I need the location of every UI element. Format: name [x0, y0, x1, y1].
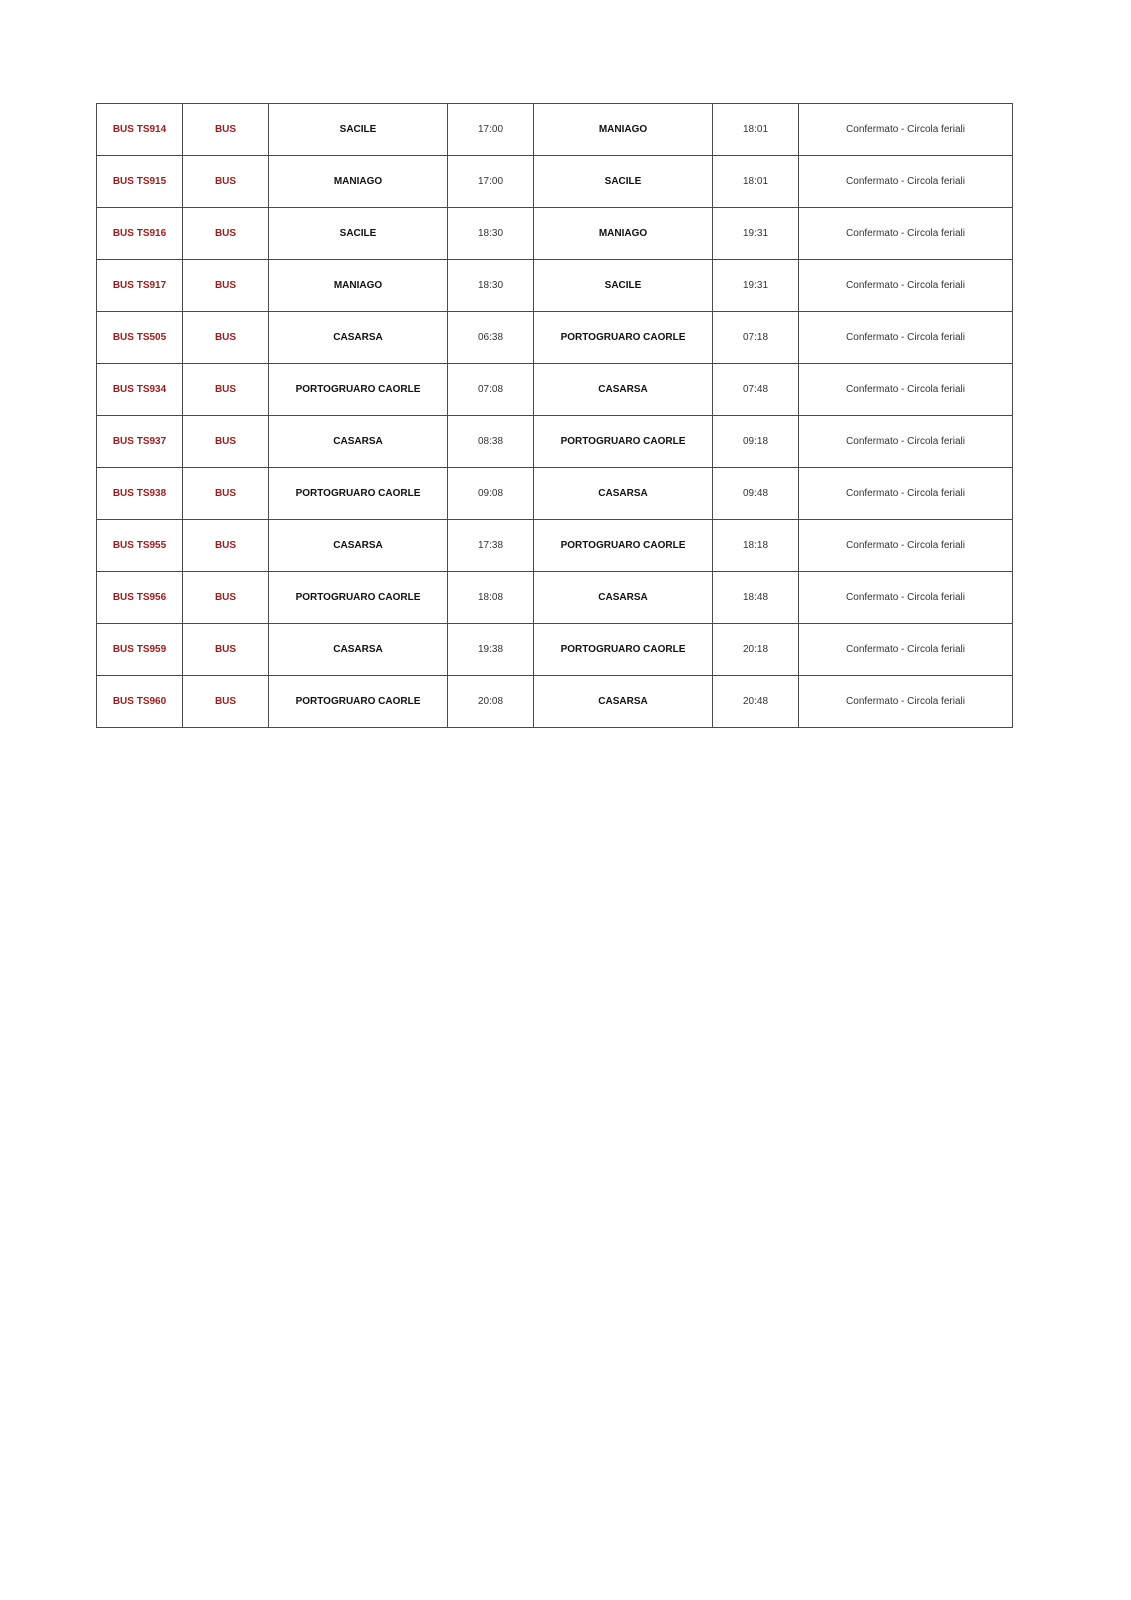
destination-station [534, 416, 713, 468]
destination-station [534, 104, 713, 156]
transport-mode [183, 260, 269, 312]
schedule-table [96, 103, 1013, 728]
transport-mode-text: BUS [214, 124, 237, 135]
departure-time-text: 20:08 [477, 696, 504, 707]
status-note-text: Confermato - Circola feriali [846, 592, 965, 603]
origin-station [269, 676, 448, 728]
destination-station-text: PORTOGRUARO CAORLE [560, 644, 686, 655]
arrival-time [713, 104, 799, 156]
trip-code-text: BUS TS915 [112, 176, 167, 187]
departure-time-text: 09:08 [477, 488, 504, 499]
transport-mode-text: BUS [214, 488, 237, 499]
arrival-time-text: 18:01 [742, 124, 769, 135]
destination-station [534, 156, 713, 208]
origin-station-text: SACILE [339, 124, 377, 135]
arrival-time-text: 18:48 [742, 592, 769, 603]
arrival-time [713, 208, 799, 260]
destination-station [534, 312, 713, 364]
table-row [97, 312, 1013, 364]
arrival-time-text: 18:18 [742, 540, 769, 551]
arrival-time [713, 572, 799, 624]
transport-mode-text: BUS [214, 436, 237, 447]
table-row [97, 260, 1013, 312]
table-row [97, 104, 1013, 156]
destination-station-text: CASARSA [598, 696, 648, 707]
trip-code-text: BUS TS914 [112, 124, 167, 135]
departure-time [448, 416, 534, 468]
transport-mode-text: BUS [214, 228, 237, 239]
trip-code [97, 260, 183, 312]
transport-mode [183, 312, 269, 364]
origin-station [269, 260, 448, 312]
origin-station-text: PORTOGRUARO CAORLE [295, 696, 421, 707]
transport-mode [183, 520, 269, 572]
status-note [799, 416, 1013, 468]
transport-mode-text: BUS [214, 696, 237, 707]
destination-station [534, 260, 713, 312]
arrival-time [713, 416, 799, 468]
departure-time [448, 572, 534, 624]
status-note [799, 104, 1013, 156]
arrival-time [713, 364, 799, 416]
transport-mode-text: BUS [214, 332, 237, 343]
origin-station [269, 416, 448, 468]
status-note-text: Confermato - Circola feriali [846, 124, 965, 135]
status-note [799, 676, 1013, 728]
arrival-time-text: 09:48 [742, 488, 769, 499]
trip-code [97, 572, 183, 624]
origin-station-text: CASARSA [333, 540, 383, 551]
trip-code [97, 416, 183, 468]
status-note [799, 156, 1013, 208]
trip-code-text: BUS TS955 [112, 540, 167, 551]
trip-code-text: BUS TS938 [112, 488, 167, 499]
trip-code [97, 468, 183, 520]
table-row [97, 676, 1013, 728]
trip-code-text: BUS TS916 [112, 228, 167, 239]
status-note-text: Confermato - Circola feriali [846, 228, 965, 239]
arrival-time [713, 468, 799, 520]
departure-time-text: 08:38 [477, 436, 504, 447]
departure-time-text: 19:38 [477, 644, 504, 655]
trip-code [97, 364, 183, 416]
status-note [799, 572, 1013, 624]
destination-station [534, 364, 713, 416]
departure-time-text: 17:38 [477, 540, 504, 551]
status-note-text: Confermato - Circola feriali [846, 436, 965, 447]
departure-time-text: 18:30 [477, 280, 504, 291]
arrival-time-text: 09:18 [742, 436, 769, 447]
trip-code [97, 208, 183, 260]
status-note [799, 208, 1013, 260]
departure-time-text: 18:08 [477, 592, 504, 603]
departure-time [448, 520, 534, 572]
departure-time [448, 624, 534, 676]
origin-station [269, 572, 448, 624]
origin-station-text: PORTOGRUARO CAORLE [295, 384, 421, 395]
origin-station-text: CASARSA [333, 644, 383, 655]
trip-code-text: BUS TS937 [112, 436, 167, 447]
status-note-text: Confermato - Circola feriali [846, 176, 965, 187]
origin-station [269, 208, 448, 260]
departure-time-text: 17:00 [477, 124, 504, 135]
table-row [97, 468, 1013, 520]
departure-time [448, 676, 534, 728]
destination-station [534, 676, 713, 728]
arrival-time [713, 676, 799, 728]
transport-mode [183, 364, 269, 416]
destination-station-text: CASARSA [598, 384, 648, 395]
transport-mode [183, 468, 269, 520]
trip-code [97, 676, 183, 728]
origin-station-text: PORTOGRUARO CAORLE [295, 488, 421, 499]
departure-time [448, 312, 534, 364]
transport-mode-text: BUS [214, 644, 237, 655]
departure-time [448, 156, 534, 208]
arrival-time [713, 260, 799, 312]
status-note-text: Confermato - Circola feriali [846, 644, 965, 655]
origin-station-text: MANIAGO [333, 176, 383, 187]
status-note-text: Confermato - Circola feriali [846, 540, 965, 551]
origin-station [269, 364, 448, 416]
status-note [799, 520, 1013, 572]
trip-code-text: BUS TS956 [112, 592, 167, 603]
destination-station-text: PORTOGRUARO CAORLE [560, 540, 686, 551]
arrival-time [713, 624, 799, 676]
destination-station-text: SACILE [604, 176, 642, 187]
status-note [799, 624, 1013, 676]
status-note [799, 468, 1013, 520]
destination-station-text: SACILE [604, 280, 642, 291]
table-row [97, 364, 1013, 416]
table-row [97, 520, 1013, 572]
status-note-text: Confermato - Circola feriali [846, 488, 965, 499]
origin-station [269, 520, 448, 572]
transport-mode [183, 572, 269, 624]
status-note-text: Confermato - Circola feriali [846, 696, 965, 707]
destination-station-text: CASARSA [598, 592, 648, 603]
arrival-time-text: 18:01 [742, 176, 769, 187]
origin-station-text: PORTOGRUARO CAORLE [295, 592, 421, 603]
arrival-time-text: 20:48 [742, 696, 769, 707]
origin-station [269, 312, 448, 364]
arrival-time [713, 312, 799, 364]
destination-station [534, 208, 713, 260]
status-note-text: Confermato - Circola feriali [846, 384, 965, 395]
departure-time-text: 06:38 [477, 332, 504, 343]
destination-station [534, 572, 713, 624]
trip-code [97, 520, 183, 572]
origin-station-text: CASARSA [333, 436, 383, 447]
table-row [97, 156, 1013, 208]
destination-station [534, 624, 713, 676]
trip-code [97, 156, 183, 208]
destination-station-text: MANIAGO [598, 124, 648, 135]
origin-station [269, 104, 448, 156]
table-row [97, 416, 1013, 468]
departure-time [448, 260, 534, 312]
status-note-text: Confermato - Circola feriali [846, 332, 965, 343]
arrival-time-text: 07:18 [742, 332, 769, 343]
destination-station [534, 468, 713, 520]
departure-time-text: 18:30 [477, 228, 504, 239]
departure-time [448, 208, 534, 260]
arrival-time [713, 156, 799, 208]
departure-time [448, 104, 534, 156]
table-row [97, 208, 1013, 260]
origin-station [269, 468, 448, 520]
departure-time [448, 364, 534, 416]
transport-mode-text: BUS [214, 540, 237, 551]
departure-time-text: 17:00 [477, 176, 504, 187]
arrival-time [713, 520, 799, 572]
transport-mode-text: BUS [214, 592, 237, 603]
transport-mode [183, 624, 269, 676]
arrival-time-text: 19:31 [742, 280, 769, 291]
transport-mode-text: BUS [214, 280, 237, 291]
transport-mode-text: BUS [214, 176, 237, 187]
status-note [799, 312, 1013, 364]
destination-station [534, 520, 713, 572]
trip-code-text: BUS TS960 [112, 696, 167, 707]
arrival-time-text: 20:18 [742, 644, 769, 655]
trip-code-text: BUS TS959 [112, 644, 167, 655]
transport-mode [183, 104, 269, 156]
trip-code [97, 624, 183, 676]
destination-station-text: CASARSA [598, 488, 648, 499]
destination-station-text: PORTOGRUARO CAORLE [560, 332, 686, 343]
origin-station [269, 156, 448, 208]
table-row [97, 572, 1013, 624]
trip-code-text: BUS TS934 [112, 384, 167, 395]
departure-time-text: 07:08 [477, 384, 504, 395]
trip-code-text: BUS TS917 [112, 280, 167, 291]
origin-station-text: MANIAGO [333, 280, 383, 291]
trip-code [97, 312, 183, 364]
departure-time [448, 468, 534, 520]
transport-mode [183, 156, 269, 208]
status-note [799, 260, 1013, 312]
destination-station-text: PORTOGRUARO CAORLE [560, 436, 686, 447]
arrival-time-text: 07:48 [742, 384, 769, 395]
transport-mode [183, 676, 269, 728]
origin-station [269, 624, 448, 676]
transport-mode-text: BUS [214, 384, 237, 395]
status-note-text: Confermato - Circola feriali [846, 280, 965, 291]
status-note [799, 364, 1013, 416]
trip-code-text: BUS TS505 [112, 332, 167, 343]
origin-station-text: SACILE [339, 228, 377, 239]
trip-code [97, 104, 183, 156]
origin-station-text: CASARSA [333, 332, 383, 343]
arrival-time-text: 19:31 [742, 228, 769, 239]
transport-mode [183, 416, 269, 468]
destination-station-text: MANIAGO [598, 228, 648, 239]
table-row [97, 624, 1013, 676]
transport-mode [183, 208, 269, 260]
